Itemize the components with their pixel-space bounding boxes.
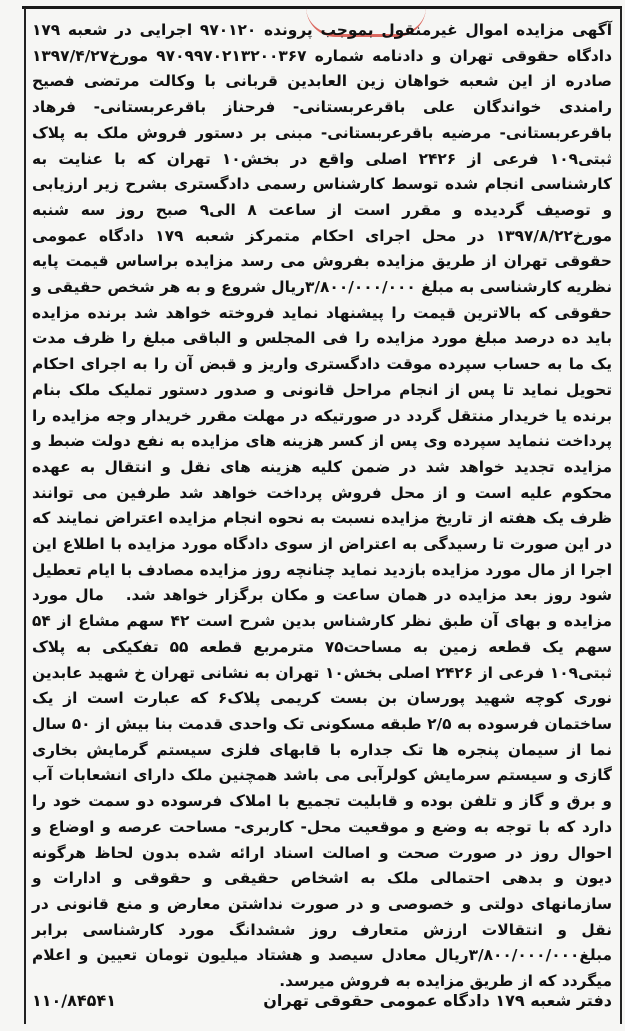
notice-footer	[32, 991, 612, 1010]
notice-reference-number: ۱۱۰/۸۴۵۴۱	[32, 991, 116, 1010]
notice-body-text: آگهی مزایده اموال غیرمنقول بموجب پرونده ۹۷۰۱۲۰ اجرایی در شعبه ۱۷۹ دادگاه حقوقی تهران و دادنامه شماره ۹۷۰۹۹۷۰۲۱۳۲۰۰۳۶۷ مورخ۱۳۹۷/۴/۲۷ صادره از این شعبه خواهان زین العابدین قربانی با وکالت مرتضی فصیح رامندی خواندگان علی باقرعربستانی- فرحناز باقرعربستانی- فرهاد باقرعربستانی- مرضیه باقرعربستانی- مبنی بر دستور فروش ملک به پلاک ثبتی۱۰۹ فرعی از ۲۴۲۶ اصلی واقع در بخش۱۰ تهران که با عنایت به کارشناسی انجام شده توسط کارشناس رسمی دادگستری بشرح زیر ارزیابی و توصیف گردیده و مقرر است از ساعت ۸ الی۹ صبح روز سه شنبه مورخ۱۳۹۷/۸/۲۲ در محل اجرای احکام متمرکز شعبه ۱۷۹ دادگاه عمومی حقوقی تهران از طریق مزایده بفروش می رسد مزایده براساس قیمت پایه نظریه کارشناسی به مبلغ ۳/۸۰۰/۰۰۰/۰۰۰ریال شروع و به هر شخص حقیقی و حقوقی که بالاترین قیمت را پیشنهاد نماید فروخته خواهد شد برنده مزایده باید ده درصد مبلغ مورد مزایده را فی المجلس و الباقی مبلغ را ظرف مدت یک ما به حساب سپرده موقت دادگستری واریز و قبض آن را به اجرای احکام تحویل نماید تا پس از انجام مراحل قانونی و صدور دستور تملیک ملک بنام برنده یا خریدار منتقل گردد در صورتیکه در مهلت مقرر خریدار وجه مزایده را پرداخت ننماید سپرده وی پس از کسر هزینه های مزایده به نفع دولت ضبط و مزایده تجدید خواهد شد در ضمن کلیه هزینه های نقل و انتقال به عهده محکوم علیه است و از محل فروش پرداخت خواهد شد طرفین می توانند ظرف یک هفته از تاریخ مزایده نسبت به نحوه انجام مزایده اعتراض نمایند که در این صورت تا رسیدگی به اعتراض از سوی دادگاه مورد مزایده با اطلاع این اجرا از مال مورد مزایده بازدید نماید چنانچه روز مزایده مصادف با ایام تعطیل شود روز بعد مزایده در همان ساعت و مکان برگزار خواهد شد. مال مورد مزایده و بهای آن طبق نظر کارشناس بدین شرح است ۴۲ سهم مشاع از ۵۴ سهم یک قطعه زمین به مساحت۷۵ مترمربع قطعه ۵۵ تفکیکی به پلاک ثبتی۱۰۹ فرعی از ۲۴۲۶ اصلی بخش۱۰ تهران به نشانی تهران خ شهید عابدین نوری کوچه شهید پورسان بن بست کریمی پلاک۶ که عبارت است از یک ساختمان فرسوده به ۲/۵ طبقه مسکونی تک واحدی قدمت بنا بیش از ۵۰ سال نما از سیمان پنجره ها تک جداره با قابهای فلزی سیستم گرمایش بخاری گازی و سیستم سرمایش کولرآبی می باشد همچنین ملک دارای انشعابات آب و برق و گاز و تلفن بوده و قابلیت تجمیع با املاک فرسوده دو سمت خود را دارد که با توجه به وضع و موقعیت محل- کاربری- مساحت عرصه و اوضاع و احوال روز در صورت صحت و اصالت اسناد ارائه شده بدون لحاظ هرگونه دیون و بدهی احتمالی ملک به اشخاص حقیقی و حقوقی و ادارات و سازمانهای دولتی و خصوصی و در صورت نداشتن معارض و منع قانونی در نقل و انتقالات ارزش متعارف روز ششدانگ مورد کارشناسی برابر مبلغ۳/۸۰۰/۰۰۰/۰۰۰ریال معادل سیصد و هشتاد میلیون تومان تعیین و اعلام میگردد که از طریق مزایده به فروش میرسد.	[26, 21, 613, 991]
right-border-rule	[620, 8, 622, 1024]
issuing-office-signature: دفتر شعبه ۱۷۹ دادگاه عمومی حقوقی تهران	[263, 991, 612, 1010]
left-border-rule	[24, 8, 26, 1024]
